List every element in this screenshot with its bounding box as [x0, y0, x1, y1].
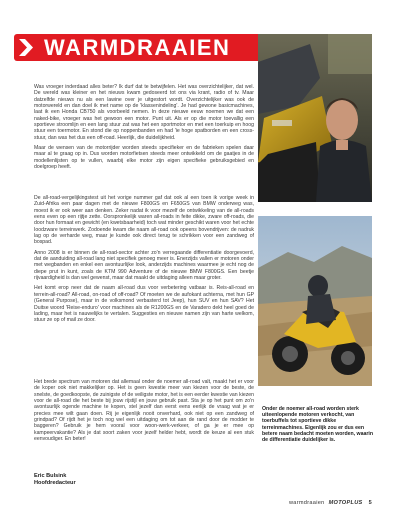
editor-portrait-photo	[258, 34, 372, 202]
section-header	[14, 34, 260, 61]
page-number: 5	[368, 500, 372, 506]
paragraph: Anno 2008 is er binnen de all-road-sector achter zo'n verregaande differentiatie doorgevoerd, dat de aanduiding all-road lang niet specifiek genoeg meer is. Enerzijds vallen er motoren onder met wegbanden en enkel een avontuurlijke look, anderzijds machines waarmee je echt nog de diepe prut in kunt, zoals de KTM 990 Adventure of de nieuwe BMW F800GS. Een beetje rijvaardigheid is dan wel gewenst, maar dat maakt de uitdaging alleen maar groter.	[34, 249, 254, 282]
paragraph: Maar de wensen van de motorrijder worden steeds specifieker en de fabrieken spelen daar maar al te graag op in. Dus worden motorfietsen steeds meer ontwikkeld om de gaatjes in de modellenlijsten op te vullen, waarbij elke motor zijn eigen specifieke gebruiksgebied en doelgroep heeft.	[34, 145, 254, 171]
paragraph: Het brede spectrum van motoren dat allemaal onder de noemer all-road valt, maakt het er voor de koper ook niet makkelijker op. Het is geen kwestie meer van kiezen voor de beste, de snelste, de goedkoopste, de zuinigste of de veiligste motor, het is een eerder kwestie van kiezen voor de all-road die het beste bij jouw rijstijl en jouw gebruik past. Sta je op het punt om zo'n avontuurlijk ogende machine te kopen, stel jezelf dan eerst eens eerlijk de vraag wat je er precies mee wilt gaan doen. Rij je eigenlijk nooit onverhard, ook niet op een zandweg of grindpad? Of rijdt het je toch nog wel een uitdaging om tot aan de rand door de modder te baggeren? Gebruik je hem vooral voor woon-werk-verkeer, of ga je er mee op kampeervakantie? Als je dat soort zaken voor jezelf helder hebt, wordt de keuze al een stuk eenvoudiger. En beter!	[34, 379, 254, 443]
signature	[34, 473, 76, 487]
paragraph: De all-road-vergelijkingstest uit het vorige nummer gaf dat ook al een toen ik vorige week in Zuid-Afrika een paar dagen met de nieuwe F800GS en F650GS van BMW onderweg was, moest ik er ook weer aan denken. Zeker nadat ik voor mezelf de ontwikkeling van de all-roads eens even op een rijtje zette. Oorspronkelijk waren all-roads in feite dikke, zware off-roads, die door hun formaat en gewicht (en kwetsbaarheid) toch wat minder geschikt waren voor het echte Ioodzware terreinwerk. Zodoende kwam die naam all-road ook opeens bovendrijven: de nadruk lag op de verharde weg, maar je kunde ook direct terug te schrikken voor een zandweg of bospad.	[34, 195, 254, 246]
footer-brand: MOTOPLUS	[328, 500, 363, 506]
article-column-top	[34, 84, 254, 174]
offroad-motorcycle-photo	[258, 216, 372, 386]
page-title: WARMDRAAIEN	[44, 35, 231, 60]
author-name: Eric Bulsink	[34, 473, 67, 479]
article-column-middle	[34, 195, 254, 328]
photo-caption: Onder de noemer all-road worden sterk uiteenlopende motoren verkocht, van toerbuffels tot sportieve dikke terreinmachines. Eigenlijk zou er dus een betere naam bedacht moeten worden, waarin de differentiatie duidelijker is.	[262, 406, 373, 444]
page-footer	[289, 500, 372, 506]
footer-section: warmdraaien	[288, 500, 325, 506]
paragraph: Was vroeger inderdaad alles beter? Ik durf dat te betwijfelen. Het was overzichtelijker, dat wel. De wereld was kleiner en het nieuws kwam gedoseerd tot ons via krant, radio of tv. Maar datzelfde nieuws nu als een lawine over je uitgestort wordt. Overzichtelijker was ook de motorwereld en dan doel ik met name op de 'klassenindeling'. Je had gewone basicmachines, laat ik een Honda CB750 als voorbeeld nemen. In deze nieuwe eeuw noemen we dat een naked-bike, vroeger was het gewoon een motor. Punt uit. Als er op die motor toevallig een sportieve stroomlijn en een lang stuur zat was het een sportmotor en met een toerkuip en hoog stuur een toermotor. En stond die op noppenbanden en had 'ie hoge spatborden en een cross-stuur, dan was het dus een off-road. Heerlijk, die duidelijkheid.	[34, 84, 254, 141]
chevron-right-icon	[19, 39, 33, 56]
author-role: Hoofdredacteur	[34, 480, 76, 486]
paragraph: Het komt erop neer dat de naam all-road dus voor verbetering vatbaar is. Reis-all-road en terrein-all-road? All-road, on-road of off-road? Of moeten we de aufokant achterna, met hun GP (General Purpose), maar in de volksmond verbasterd tot Jeep), hun SUV en hun SAV? Het Duitse woord 'Reise-enduro' voor machines als de R1200GS en de Varadero dekt heel goed de lading, maar het is nauwelijks te vertalen. Suggesties en nieuwe namen zijn van harte welkom, stuur ze op of mail ze door.	[34, 285, 254, 324]
article-column-bottom	[34, 379, 254, 446]
